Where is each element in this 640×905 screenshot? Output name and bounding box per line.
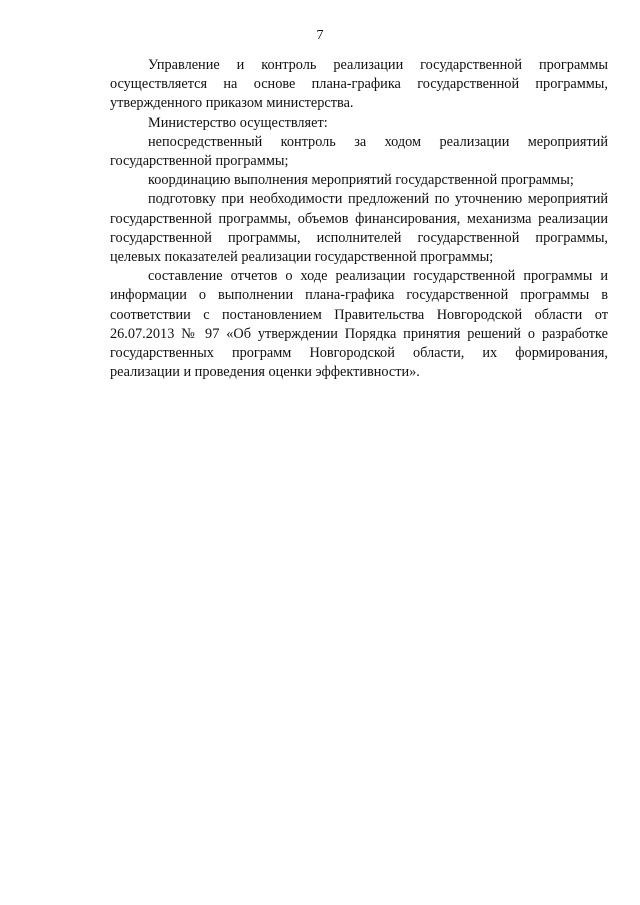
paragraph-management-control: Управление и контроль реализации государственной программы осуществляется на основе плана-графика государственной программы, утвержденного приказом министерства. — [110, 57, 608, 112]
paragraph-direct-control: непосредственный контроль за ходом реализации мероприятий государственной программы; — [110, 133, 608, 170]
paragraph-ministry-performs: Министерство осуществляет: — [148, 114, 328, 131]
document-body — [110, 56, 608, 382]
page-number: 7 — [316, 28, 324, 43]
paragraph-coordination: координацию выполнения мероприятий государственной программы; — [148, 172, 574, 189]
paragraph-proposals-preparation: подготовку при необходимости предложений по уточнению мероприятий государственной программы, объемов финансирования, механизма реализации государственной программы, исполнителей государственной программы, целевых показателей реализации государственной программы; — [110, 191, 608, 266]
paragraph-reporting: составление отчетов о ходе реализации государственной программы и информации о выполнении плана-графика государственной программы в соответствии с постановлением Правительства Новгородской области от 26.07.2013 № 97 «Об утверждении Порядка принятия решений о разработке государственных программ Новгородской области, их формирования, реализации и проведения оценки эффективности». — [110, 268, 608, 381]
